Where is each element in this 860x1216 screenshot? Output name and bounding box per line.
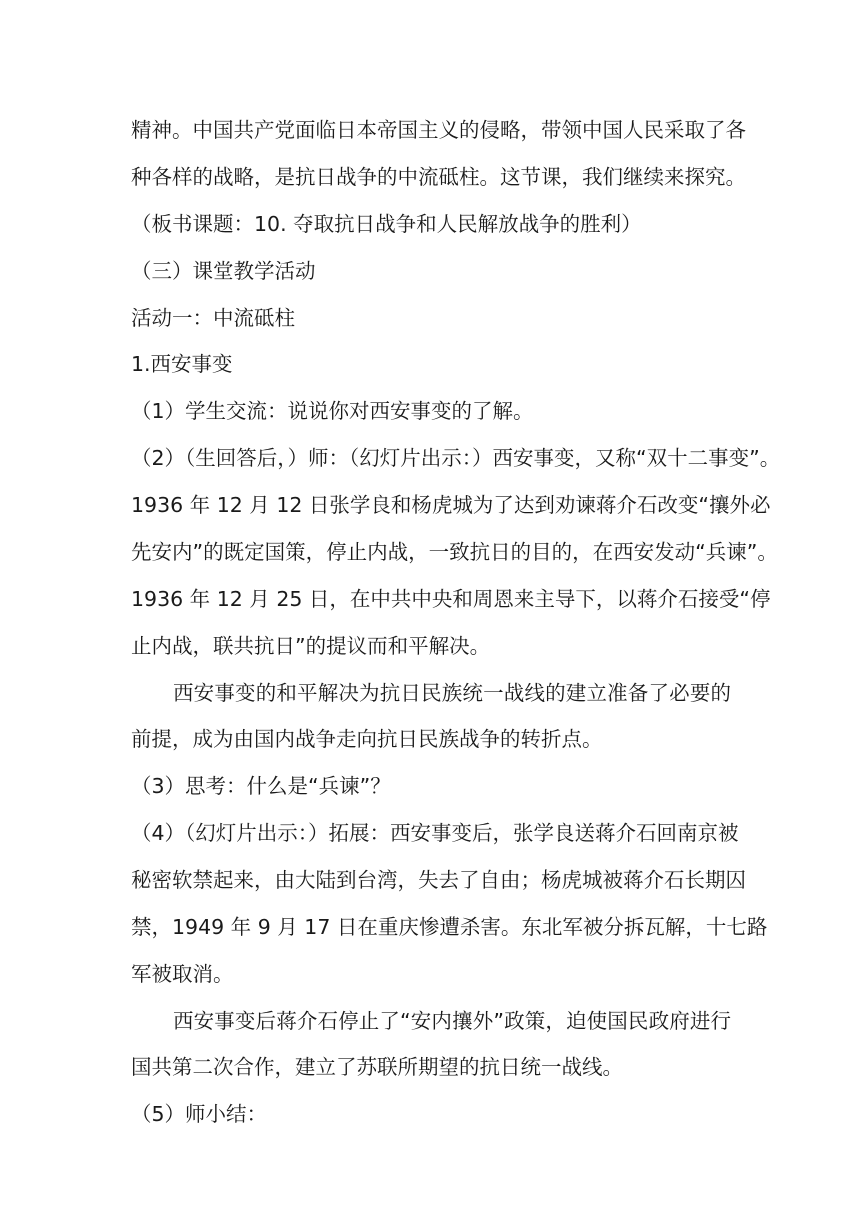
summary-paragraph-2-line-2: 国共第二次合作，建立了苏联所期望的抗日统一战线。 (131, 1055, 623, 1079)
item-4-line-4: 军被取消。 (131, 962, 234, 986)
item-2-line-3: 先安内”的既定国策，停止内战，一致抗日的目的，在西安发动“兵谏”。 (131, 540, 778, 564)
item-1-line: （1）学生交流：说说你对西安事变的了解。 (131, 399, 534, 423)
section-heading: （三）课堂教学活动 (131, 259, 316, 283)
summary-paragraph-2-line-1: 西安事变后蒋介石停止了“安内攘外”政策，迫使国民政府进行 (173, 1009, 731, 1033)
item-4-line-1: （4）（幻灯片出示：）拓展：西安事变后，张学良送蒋介石回南京被 (131, 821, 739, 845)
item-2-line-2: 1936 年 12 月 12 日张学良和杨虎城为了达到劝谏蒋介石改变“攘外必 (131, 493, 771, 517)
item-2-line-4: 1936 年 12 月 25 日，在中共中央和周恩来主导下，以蒋介石接受“停 (131, 587, 771, 611)
summary-paragraph-1-line-1: 西安事变的和平解决为抗日民族统一战线的建立准备了必要的 (173, 681, 731, 705)
item-4-line-2: 秘密软禁起来，由大陆到台湾，失去了自由；杨虎城被蒋介石长期囚 (131, 868, 746, 892)
activity-heading: 活动一：中流砥柱 (131, 306, 295, 330)
item-5-line: （5）师小结： (131, 1102, 268, 1126)
item-3-line: （3）思考：什么是“兵谏”？ (131, 774, 391, 798)
subsection-heading: 1.西安事变 (131, 352, 233, 376)
board-title-line: （板书课题：10. 夺取抗日战争和人民解放战争的胜利） (131, 212, 642, 236)
summary-paragraph-1-line-2: 前提，成为由国内战争走向抗日民族战争的转折点。 (131, 727, 603, 751)
item-2-line-1: （2）（生回答后，）师：（幻灯片出示：）西安事变，又称“双十二事变”。 (131, 446, 781, 470)
paragraph-line-intro-1: 精神。中国共产党面临日本帝国主义的侵略，带领中国人民采取了各 (131, 118, 746, 142)
paragraph-line-intro-2: 种各样的战略，是抗日战争的中流砥柱。这节课，我们继续来探究。 (131, 165, 746, 189)
item-2-line-5: 止内战，联共抗日”的提议而和平解决。 (131, 634, 491, 658)
item-4-line-3: 禁，1949 年 9 月 17 日在重庆惨遭杀害。东北军被分拆瓦解，十七路 (131, 915, 768, 939)
